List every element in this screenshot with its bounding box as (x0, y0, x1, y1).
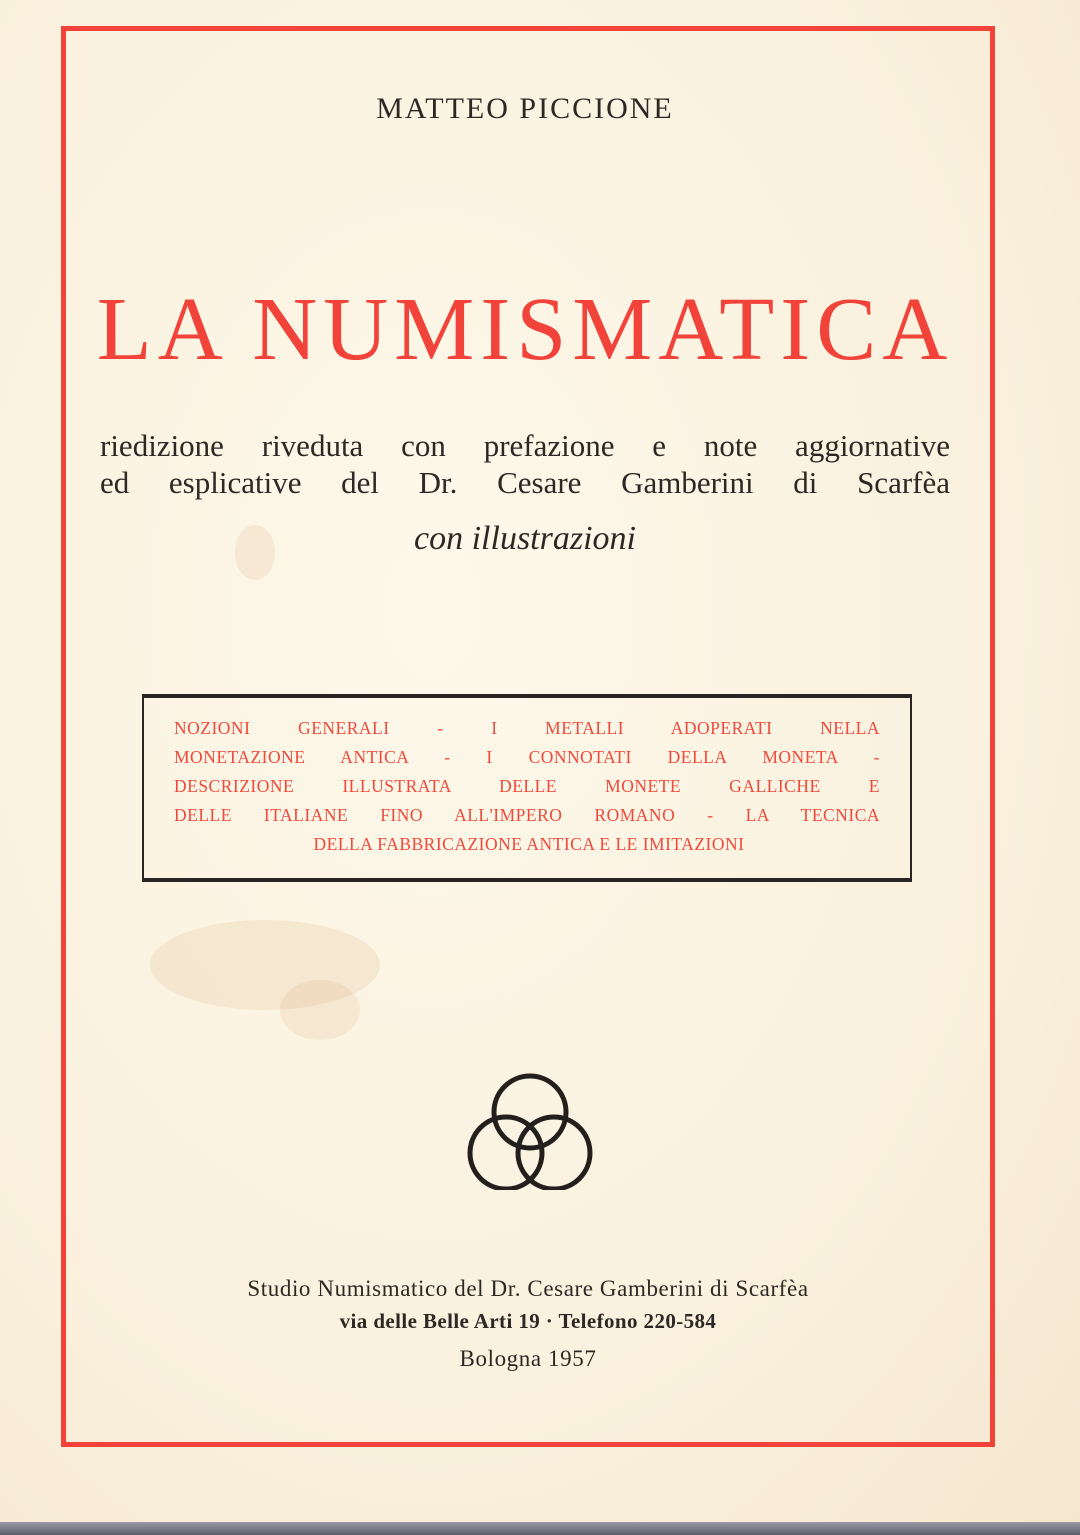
contents-line: DESCRIZIONE ILLUSTRATA DELLE MONETE GALLICHE E (174, 776, 880, 796)
author-name: MATTEO PICCIONE (376, 92, 674, 125)
contents-line: DELLA FABBRICAZIONE ANTICA E LE IMITAZIONI (313, 834, 745, 854)
subtitle-line: ed esplicative del Dr. Cesare Gamberini di Scarfèa (100, 465, 950, 500)
publisher-name: Studio Numismatico del Dr. Cesare Gamberini di Scarfèa (247, 1276, 809, 1301)
contents-line: DELLE ITALIANE FINO ALL'IMPERO ROMANO - LA TECNICA (174, 805, 880, 825)
scan-edge-shadow (0, 1522, 1080, 1535)
publication-city-year: Bologna 1957 (459, 1346, 597, 1371)
contents-line: NOZIONI GENERALI - I METALLI ADOPERATI NELLA (174, 718, 880, 738)
three-interlocking-rings-icon (450, 1070, 610, 1190)
publisher-address: via delle Belle Arti 19 · Telefono 220-584 (339, 1309, 717, 1333)
contents-box (142, 694, 912, 882)
book-title: LA NUMISMATICA (96, 280, 954, 379)
illustrations-note: con illustrazioni (414, 520, 636, 557)
contents-line: MONETAZIONE ANTICA - I CONNOTATI DELLA MONETA - (174, 747, 880, 767)
subtitle-line: riedizione riveduta con prefazione e note aggiornative (100, 428, 950, 463)
